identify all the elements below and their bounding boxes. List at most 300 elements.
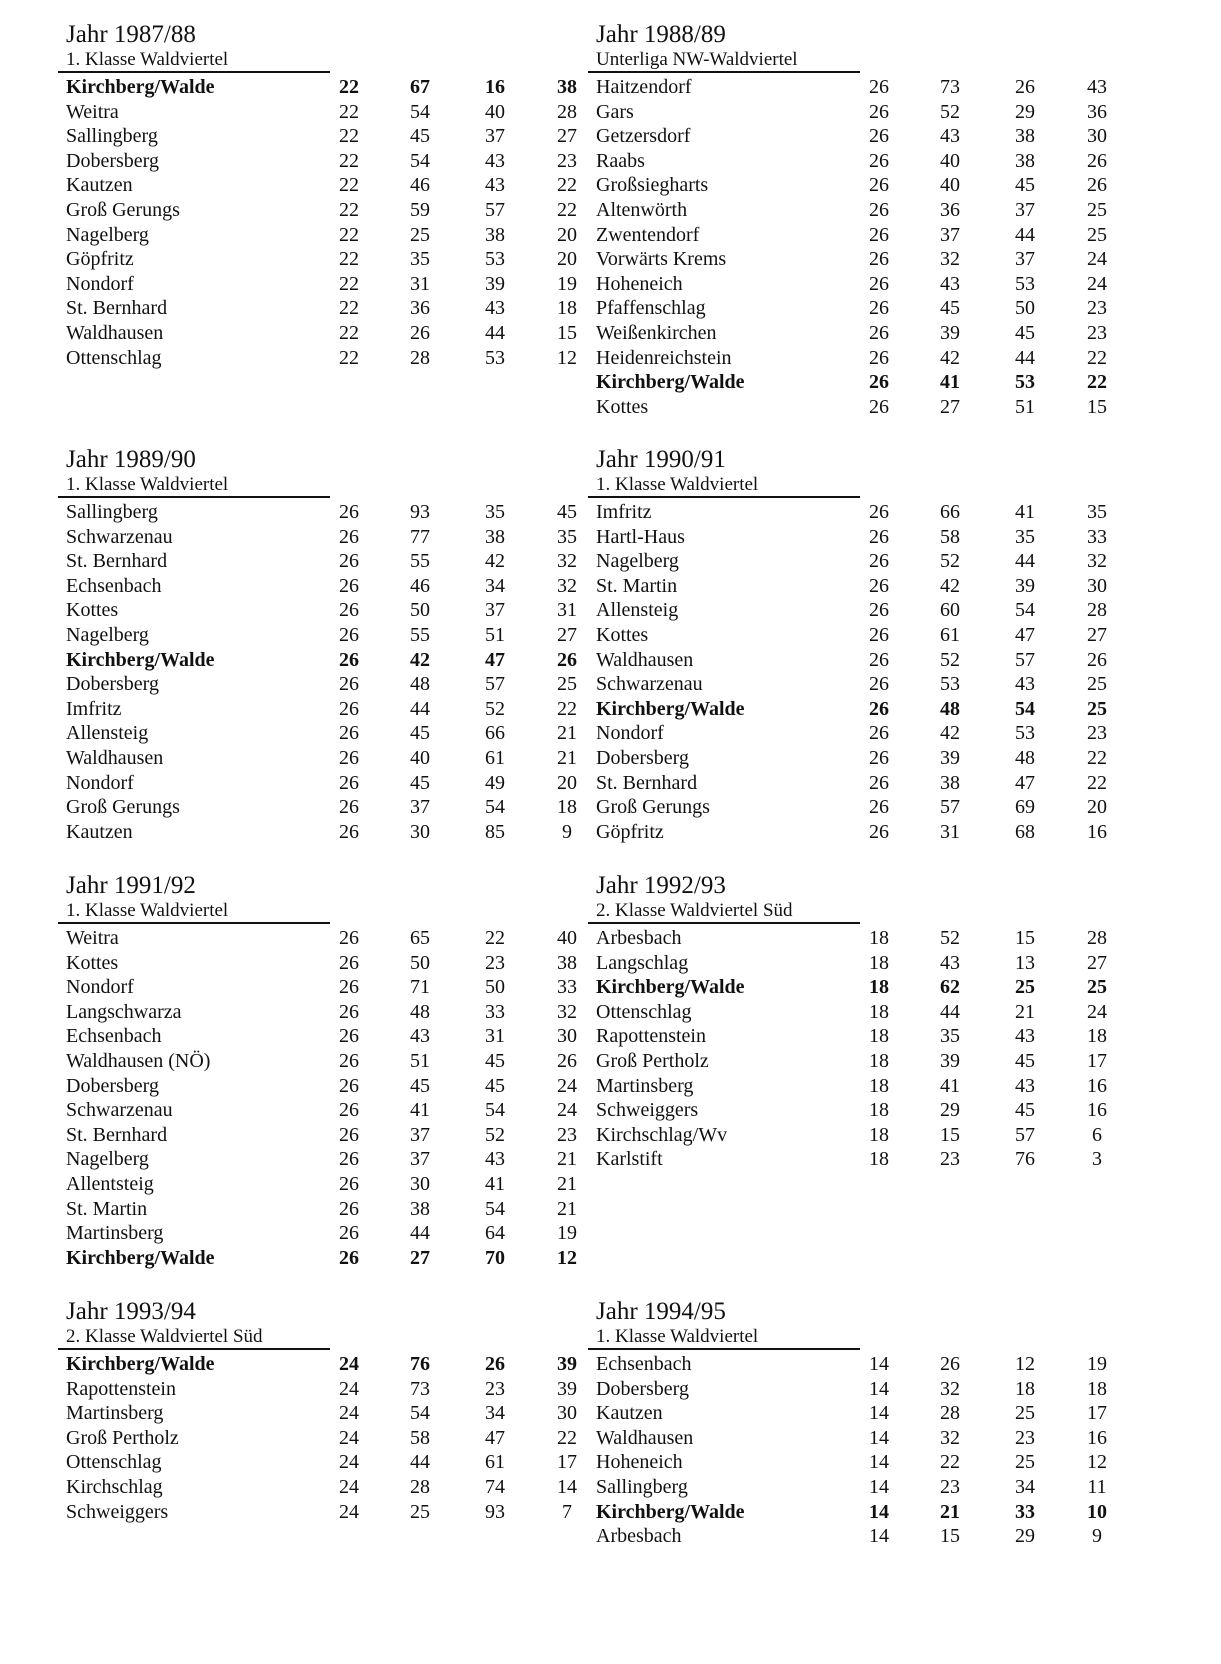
points: 28 bbox=[1087, 599, 1107, 622]
points: 25 bbox=[1087, 198, 1107, 221]
goals-against: 74 bbox=[485, 1475, 505, 1498]
goals-for: 37 bbox=[410, 1148, 430, 1171]
team-name: Martinsberg bbox=[66, 1222, 164, 1245]
goals-for: 23 bbox=[940, 1475, 960, 1498]
table-row bbox=[588, 1426, 1108, 1451]
games-played: 26 bbox=[339, 951, 359, 974]
team-name: Waldhausen bbox=[596, 1426, 694, 1449]
season-title: Jahr 1992/93 bbox=[596, 872, 726, 899]
table-row bbox=[58, 672, 578, 697]
points: 16 bbox=[1087, 820, 1107, 843]
team-name: Allentsteig bbox=[66, 1172, 154, 1195]
points: 39 bbox=[557, 1377, 577, 1400]
team-name: Allensteig bbox=[596, 599, 679, 622]
goals-for: 28 bbox=[410, 1475, 430, 1498]
team-name: Kottes bbox=[596, 395, 649, 418]
league-name: Unterliga NW-Waldviertel bbox=[588, 50, 860, 73]
points: 45 bbox=[557, 501, 577, 523]
points: 33 bbox=[557, 976, 577, 999]
goals-against: 47 bbox=[1015, 623, 1035, 646]
goals-against: 42 bbox=[485, 550, 505, 573]
points: 39 bbox=[557, 1353, 577, 1375]
goals-for: 55 bbox=[410, 550, 430, 573]
table-row bbox=[58, 746, 578, 771]
table-row-highlighted bbox=[588, 370, 1108, 395]
goals-against: 51 bbox=[485, 623, 505, 646]
goals-against: 93 bbox=[485, 1500, 505, 1523]
goals-against: 45 bbox=[1015, 1099, 1035, 1122]
table-row bbox=[58, 549, 578, 574]
games-played: 26 bbox=[339, 976, 359, 999]
team-name: Nondorf bbox=[66, 272, 134, 295]
goals-for: 44 bbox=[410, 697, 430, 720]
table-row bbox=[588, 198, 1108, 223]
games-played: 26 bbox=[339, 796, 359, 819]
goals-for: 44 bbox=[940, 1000, 960, 1023]
goals-for: 54 bbox=[410, 100, 430, 123]
goals-against: 43 bbox=[1015, 1074, 1035, 1097]
games-played: 18 bbox=[869, 951, 889, 974]
team-name: Martinsberg bbox=[66, 1402, 164, 1425]
table-row bbox=[588, 623, 1108, 648]
points: 14 bbox=[557, 1475, 577, 1498]
table-row bbox=[58, 975, 578, 1000]
table-row bbox=[58, 100, 578, 125]
season-title: Jahr 1989/90 bbox=[66, 446, 196, 473]
games-played: 26 bbox=[869, 673, 889, 696]
table-row bbox=[58, 1475, 578, 1500]
points: 10 bbox=[1087, 1500, 1107, 1523]
goals-against: 34 bbox=[1015, 1475, 1035, 1498]
league-name: 2. Klasse Waldviertel Süd bbox=[588, 901, 860, 924]
team-name: Vorwärts Krems bbox=[596, 248, 727, 271]
team-name: Ottenschlag bbox=[596, 1000, 692, 1023]
team-name: Karlstift bbox=[596, 1148, 663, 1171]
games-played: 14 bbox=[869, 1353, 889, 1375]
goals-against: 37 bbox=[485, 599, 505, 622]
table-row bbox=[58, 574, 578, 599]
standings-block-1994-95 bbox=[588, 1297, 1108, 1549]
goals-against: 31 bbox=[485, 1025, 505, 1048]
goals-for: 31 bbox=[940, 820, 960, 843]
standings-block-1989-90 bbox=[58, 445, 578, 844]
points: 27 bbox=[557, 623, 577, 646]
games-played: 18 bbox=[869, 1123, 889, 1146]
points: 19 bbox=[1087, 1353, 1107, 1375]
games-played: 24 bbox=[339, 1402, 359, 1425]
goals-against: 22 bbox=[485, 927, 505, 949]
goals-for: 48 bbox=[940, 697, 960, 720]
points: 23 bbox=[1087, 722, 1107, 745]
games-played: 26 bbox=[339, 820, 359, 843]
goals-for: 37 bbox=[410, 1123, 430, 1146]
games-played: 22 bbox=[339, 297, 359, 320]
goals-against: 53 bbox=[1015, 371, 1035, 394]
goals-against: 35 bbox=[485, 501, 505, 523]
season-title: Jahr 1987/88 bbox=[66, 21, 196, 48]
table-row bbox=[58, 223, 578, 248]
goals-against: 25 bbox=[1015, 1402, 1035, 1425]
goals-for: 36 bbox=[940, 198, 960, 221]
goals-against: 51 bbox=[1015, 395, 1035, 418]
team-name: Kautzen bbox=[66, 174, 133, 197]
points: 12 bbox=[557, 346, 577, 369]
table-row bbox=[58, 500, 578, 525]
goals-against: 47 bbox=[485, 648, 505, 671]
goals-for: 32 bbox=[940, 248, 960, 271]
goals-for: 57 bbox=[940, 796, 960, 819]
games-played: 26 bbox=[339, 1074, 359, 1097]
goals-for: 62 bbox=[940, 976, 960, 999]
goals-against: 38 bbox=[485, 223, 505, 246]
points: 24 bbox=[1087, 272, 1107, 295]
games-played: 22 bbox=[339, 149, 359, 172]
table-row bbox=[58, 820, 578, 845]
table-row bbox=[588, 100, 1108, 125]
standings-block-1992-93 bbox=[588, 871, 1108, 1172]
team-name: Kautzen bbox=[596, 1402, 663, 1425]
games-played: 26 bbox=[339, 599, 359, 622]
table-row bbox=[588, 149, 1108, 174]
team-name: Arbesbach bbox=[596, 927, 682, 949]
points: 26 bbox=[557, 1049, 577, 1072]
team-name: Hoheneich bbox=[596, 272, 683, 295]
games-played: 18 bbox=[869, 1025, 889, 1048]
team-name: Dobersberg bbox=[66, 673, 159, 696]
table-row bbox=[58, 926, 578, 951]
goals-for: 43 bbox=[940, 125, 960, 148]
goals-against: 38 bbox=[1015, 125, 1035, 148]
team-name: Allensteig bbox=[66, 722, 149, 745]
goals-for: 66 bbox=[940, 501, 960, 523]
goals-for: 52 bbox=[940, 927, 960, 949]
points: 38 bbox=[557, 76, 577, 98]
league-name: 1. Klasse Waldviertel bbox=[58, 901, 330, 924]
table-row bbox=[58, 1450, 578, 1475]
goals-for: 73 bbox=[940, 76, 960, 98]
goals-for: 50 bbox=[410, 599, 430, 622]
games-played: 26 bbox=[869, 76, 889, 98]
team-name: Getzersdorf bbox=[596, 125, 691, 148]
goals-against: 43 bbox=[485, 1148, 505, 1171]
games-played: 26 bbox=[869, 248, 889, 271]
league-name: 1. Klasse Waldviertel bbox=[58, 475, 330, 498]
points: 23 bbox=[1087, 321, 1107, 344]
table-row bbox=[58, 1426, 578, 1451]
team-name: St. Bernhard bbox=[66, 1123, 168, 1146]
points: 15 bbox=[557, 321, 577, 344]
table-row-highlighted bbox=[58, 1352, 578, 1377]
goals-against: 41 bbox=[485, 1172, 505, 1195]
games-played: 26 bbox=[869, 574, 889, 597]
games-played: 26 bbox=[339, 1197, 359, 1220]
goals-for: 52 bbox=[940, 100, 960, 123]
goals-for: 58 bbox=[940, 525, 960, 548]
goals-against: 47 bbox=[1015, 771, 1035, 794]
goals-against: 50 bbox=[1015, 297, 1035, 320]
table-row bbox=[58, 173, 578, 198]
table-row bbox=[588, 1147, 1108, 1172]
goals-against: 45 bbox=[1015, 1049, 1035, 1072]
table-row bbox=[58, 124, 578, 149]
table-row bbox=[58, 1500, 578, 1525]
games-played: 26 bbox=[339, 1123, 359, 1146]
team-name: Waldhausen (NÖ) bbox=[66, 1049, 211, 1072]
standings-rows bbox=[588, 75, 1108, 419]
goals-against: 39 bbox=[485, 272, 505, 295]
points: 20 bbox=[557, 223, 577, 246]
table-row bbox=[58, 1098, 578, 1123]
goals-against: 76 bbox=[1015, 1148, 1035, 1171]
goals-for: 41 bbox=[410, 1099, 430, 1122]
table-row bbox=[58, 1197, 578, 1222]
points: 23 bbox=[1087, 297, 1107, 320]
table-row-highlighted bbox=[588, 975, 1108, 1000]
goals-for: 40 bbox=[410, 746, 430, 769]
goals-against: 21 bbox=[1015, 1000, 1035, 1023]
goals-for: 41 bbox=[940, 371, 960, 394]
team-name: Ottenschlag bbox=[66, 346, 162, 369]
points: 32 bbox=[557, 1000, 577, 1023]
goals-for: 45 bbox=[410, 771, 430, 794]
table-row bbox=[588, 1024, 1108, 1049]
team-name: Ottenschlag bbox=[66, 1451, 162, 1474]
points: 35 bbox=[1087, 501, 1107, 523]
table-row bbox=[58, 1147, 578, 1172]
team-name: Sallingberg bbox=[66, 501, 158, 523]
goals-against: 23 bbox=[485, 951, 505, 974]
team-name: Kirchberg/Walde bbox=[66, 1353, 215, 1375]
points: 27 bbox=[1087, 951, 1107, 974]
goals-against: 53 bbox=[485, 346, 505, 369]
table-row bbox=[58, 623, 578, 648]
table-row bbox=[588, 795, 1108, 820]
goals-for: 73 bbox=[410, 1377, 430, 1400]
games-played: 26 bbox=[869, 174, 889, 197]
team-name: Waldhausen bbox=[66, 746, 164, 769]
games-played: 24 bbox=[339, 1377, 359, 1400]
table-row bbox=[58, 598, 578, 623]
points: 6 bbox=[1092, 1123, 1102, 1146]
table-row bbox=[58, 1377, 578, 1402]
points: 17 bbox=[1087, 1402, 1107, 1425]
games-played: 18 bbox=[869, 1099, 889, 1122]
games-played: 18 bbox=[869, 1148, 889, 1171]
games-played: 26 bbox=[339, 550, 359, 573]
goals-for: 45 bbox=[410, 1074, 430, 1097]
team-name: Imfritz bbox=[596, 501, 652, 523]
goals-against: 41 bbox=[1015, 501, 1035, 523]
goals-for: 54 bbox=[410, 149, 430, 172]
team-name: Kirchberg/Walde bbox=[66, 76, 215, 98]
team-name: Groß Pertholz bbox=[66, 1426, 179, 1449]
team-name: Langschlag bbox=[596, 951, 689, 974]
goals-for: 39 bbox=[940, 746, 960, 769]
goals-against: 50 bbox=[485, 976, 505, 999]
goals-against: 85 bbox=[485, 820, 505, 843]
points: 19 bbox=[557, 1222, 577, 1245]
table-row bbox=[58, 247, 578, 272]
games-played: 18 bbox=[869, 1049, 889, 1072]
points: 16 bbox=[1087, 1099, 1107, 1122]
points: 36 bbox=[1087, 100, 1107, 123]
points: 9 bbox=[1092, 1525, 1102, 1548]
goals-for: 46 bbox=[410, 574, 430, 597]
goals-against: 54 bbox=[485, 1099, 505, 1122]
games-played: 26 bbox=[339, 1025, 359, 1048]
goals-for: 53 bbox=[940, 673, 960, 696]
goals-against: 38 bbox=[485, 525, 505, 548]
table-row bbox=[588, 1524, 1108, 1549]
games-played: 26 bbox=[339, 746, 359, 769]
team-name: Pfaffenschlag bbox=[596, 297, 706, 320]
points: 22 bbox=[557, 198, 577, 221]
table-row bbox=[58, 1401, 578, 1426]
team-name: Haitzendorf bbox=[596, 76, 692, 98]
table-row-highlighted bbox=[58, 648, 578, 673]
points: 22 bbox=[557, 697, 577, 720]
standings-rows bbox=[58, 926, 578, 1270]
goals-for: 71 bbox=[410, 976, 430, 999]
games-played: 14 bbox=[869, 1451, 889, 1474]
season-title: Jahr 1994/95 bbox=[596, 1298, 726, 1325]
points: 32 bbox=[557, 574, 577, 597]
table-row bbox=[588, 1074, 1108, 1099]
team-name: Nagelberg bbox=[66, 623, 149, 646]
games-played: 26 bbox=[339, 525, 359, 548]
games-played: 14 bbox=[869, 1426, 889, 1449]
team-name: Hoheneich bbox=[596, 1451, 683, 1474]
points: 22 bbox=[557, 1426, 577, 1449]
goals-for: 38 bbox=[410, 1197, 430, 1220]
table-row bbox=[58, 525, 578, 550]
table-row bbox=[58, 272, 578, 297]
games-played: 26 bbox=[869, 550, 889, 573]
goals-for: 26 bbox=[940, 1353, 960, 1375]
points: 25 bbox=[557, 673, 577, 696]
points: 18 bbox=[557, 796, 577, 819]
games-played: 26 bbox=[869, 796, 889, 819]
games-played: 14 bbox=[869, 1377, 889, 1400]
points: 26 bbox=[1087, 149, 1107, 172]
goals-for: 46 bbox=[410, 174, 430, 197]
table-row bbox=[588, 321, 1108, 346]
team-name: Waldhausen bbox=[596, 648, 694, 671]
points: 22 bbox=[1087, 371, 1107, 394]
table-row bbox=[588, 746, 1108, 771]
table-row bbox=[588, 75, 1108, 100]
goals-for: 52 bbox=[940, 550, 960, 573]
games-played: 22 bbox=[339, 346, 359, 369]
goals-for: 32 bbox=[940, 1377, 960, 1400]
goals-against: 44 bbox=[1015, 550, 1035, 573]
team-name: Groß Gerungs bbox=[596, 796, 710, 819]
goals-against: 25 bbox=[1015, 1451, 1035, 1474]
goals-against: 61 bbox=[485, 1451, 505, 1474]
league-name: 1. Klasse Waldviertel bbox=[58, 50, 330, 73]
table-row-highlighted bbox=[588, 1500, 1108, 1525]
goals-for: 50 bbox=[410, 951, 430, 974]
table-row bbox=[588, 124, 1108, 149]
table-row bbox=[588, 395, 1108, 420]
team-name: Göpfritz bbox=[596, 820, 664, 843]
goals-for: 29 bbox=[940, 1099, 960, 1122]
team-name: Nagelberg bbox=[596, 550, 679, 573]
points: 12 bbox=[557, 1246, 577, 1269]
table-row bbox=[588, 771, 1108, 796]
goals-against: 48 bbox=[1015, 746, 1035, 769]
table-row bbox=[58, 1024, 578, 1049]
games-played: 26 bbox=[869, 321, 889, 344]
games-played: 26 bbox=[869, 820, 889, 843]
goals-against: 45 bbox=[1015, 174, 1035, 197]
games-played: 26 bbox=[339, 1222, 359, 1245]
goals-against: 54 bbox=[1015, 697, 1035, 720]
table-row bbox=[588, 1475, 1108, 1500]
goals-against: 57 bbox=[485, 673, 505, 696]
table-row bbox=[588, 223, 1108, 248]
goals-against: 43 bbox=[485, 297, 505, 320]
points: 24 bbox=[1087, 248, 1107, 271]
table-row bbox=[588, 598, 1108, 623]
points: 20 bbox=[557, 248, 577, 271]
points: 21 bbox=[557, 1197, 577, 1220]
table-row bbox=[588, 1377, 1108, 1402]
games-played: 18 bbox=[869, 927, 889, 949]
team-name: Kottes bbox=[66, 951, 119, 974]
games-played: 22 bbox=[339, 321, 359, 344]
points: 3 bbox=[1092, 1148, 1102, 1171]
goals-against: 18 bbox=[1015, 1377, 1035, 1400]
team-name: Dobersberg bbox=[66, 149, 159, 172]
goals-against: 52 bbox=[485, 697, 505, 720]
points: 15 bbox=[1087, 395, 1107, 418]
table-row bbox=[588, 648, 1108, 673]
team-name: Kirchberg/Walde bbox=[596, 371, 745, 394]
goals-against: 45 bbox=[485, 1074, 505, 1097]
standings-block-1990-91 bbox=[588, 445, 1108, 844]
points: 43 bbox=[1087, 76, 1107, 98]
games-played: 26 bbox=[339, 1246, 359, 1269]
points: 21 bbox=[557, 1148, 577, 1171]
team-name: Kirchberg/Walde bbox=[596, 697, 745, 720]
goals-for: 39 bbox=[940, 321, 960, 344]
team-name: Schwarzenau bbox=[596, 673, 703, 696]
points: 22 bbox=[557, 174, 577, 197]
team-name: Echsenbach bbox=[66, 1025, 162, 1048]
team-name: Sallingberg bbox=[596, 1475, 688, 1498]
team-name: Weitra bbox=[66, 927, 119, 949]
goals-against: 47 bbox=[485, 1426, 505, 1449]
games-played: 26 bbox=[869, 746, 889, 769]
games-played: 22 bbox=[339, 125, 359, 148]
table-row-highlighted bbox=[58, 1246, 578, 1271]
games-played: 24 bbox=[339, 1500, 359, 1523]
goals-against: 70 bbox=[485, 1246, 505, 1269]
games-played: 26 bbox=[869, 623, 889, 646]
table-row bbox=[58, 1221, 578, 1246]
goals-against: 40 bbox=[485, 100, 505, 123]
goals-for: 40 bbox=[940, 174, 960, 197]
goals-for: 67 bbox=[410, 76, 430, 98]
games-played: 26 bbox=[339, 722, 359, 745]
goals-for: 37 bbox=[940, 223, 960, 246]
points: 24 bbox=[557, 1074, 577, 1097]
standings-rows bbox=[588, 1352, 1108, 1549]
table-row bbox=[58, 795, 578, 820]
goals-for: 40 bbox=[940, 149, 960, 172]
standings-rows bbox=[588, 926, 1108, 1172]
